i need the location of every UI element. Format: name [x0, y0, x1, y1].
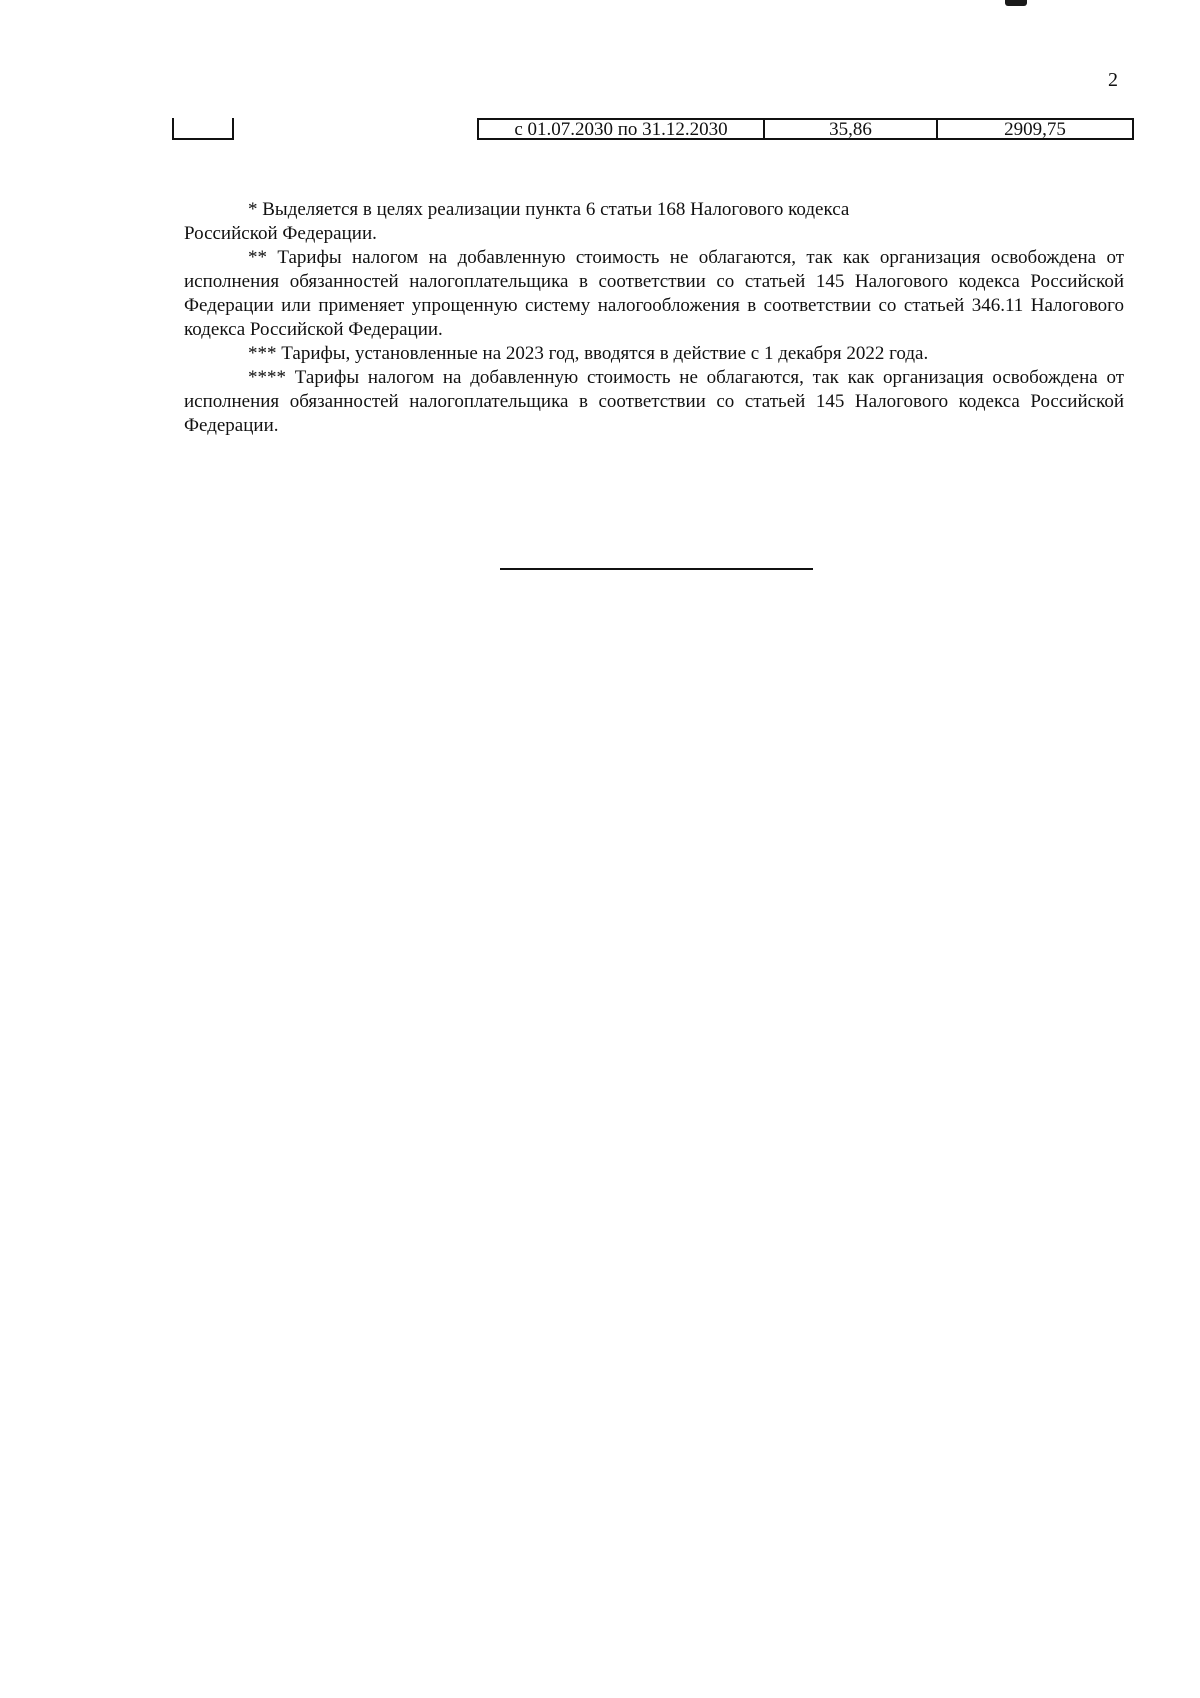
table-row — [172, 118, 1134, 142]
page-number: 2 — [1108, 69, 1118, 91]
table-cell-value-2 — [936, 118, 1134, 140]
footnote-1: * Выделяется в целях реализации пункта 6 статьи 168 Налогового кодекса Российской Федерации. — [184, 199, 850, 244]
period-text: с 01.07.2030 по 31.12.2030 — [514, 119, 728, 140]
table-cell-value-1 — [763, 118, 936, 140]
scan-artifact-mark — [1005, 0, 1027, 6]
end-separator-line — [500, 568, 813, 570]
table-cell-1 — [172, 118, 232, 140]
value-2-text: 2909,75 — [1004, 119, 1066, 140]
footnote-4: **** Тарифы налогом на добавленную стоимость не облагаются, так как организация освобождена от исполнения обязанностей налогоплательщика в соответствии со статьей 145 Налогового кодекса Российской Федерации. — [184, 367, 1124, 436]
footnote-2: ** Тарифы налогом на добавленную стоимость не облагаются, так как организация освобождена от исполнения обязанностей налогоплательщика в соответствии со статьей 145 Налогового кодекса Российской Федерации или применяет упрощенную систему налогообложения в соответствии со статьей 346.11 Налогового кодекса Российской Федерации. — [184, 247, 1124, 340]
table-cell-2 — [232, 118, 477, 140]
footnotes — [184, 198, 1124, 438]
table-cell-period — [477, 118, 763, 140]
value-1-text: 35,86 — [829, 119, 872, 140]
footnote-3: *** Тарифы, установленные на 2023 год, вводятся в действие с 1 декабря 2022 года. — [248, 343, 929, 364]
